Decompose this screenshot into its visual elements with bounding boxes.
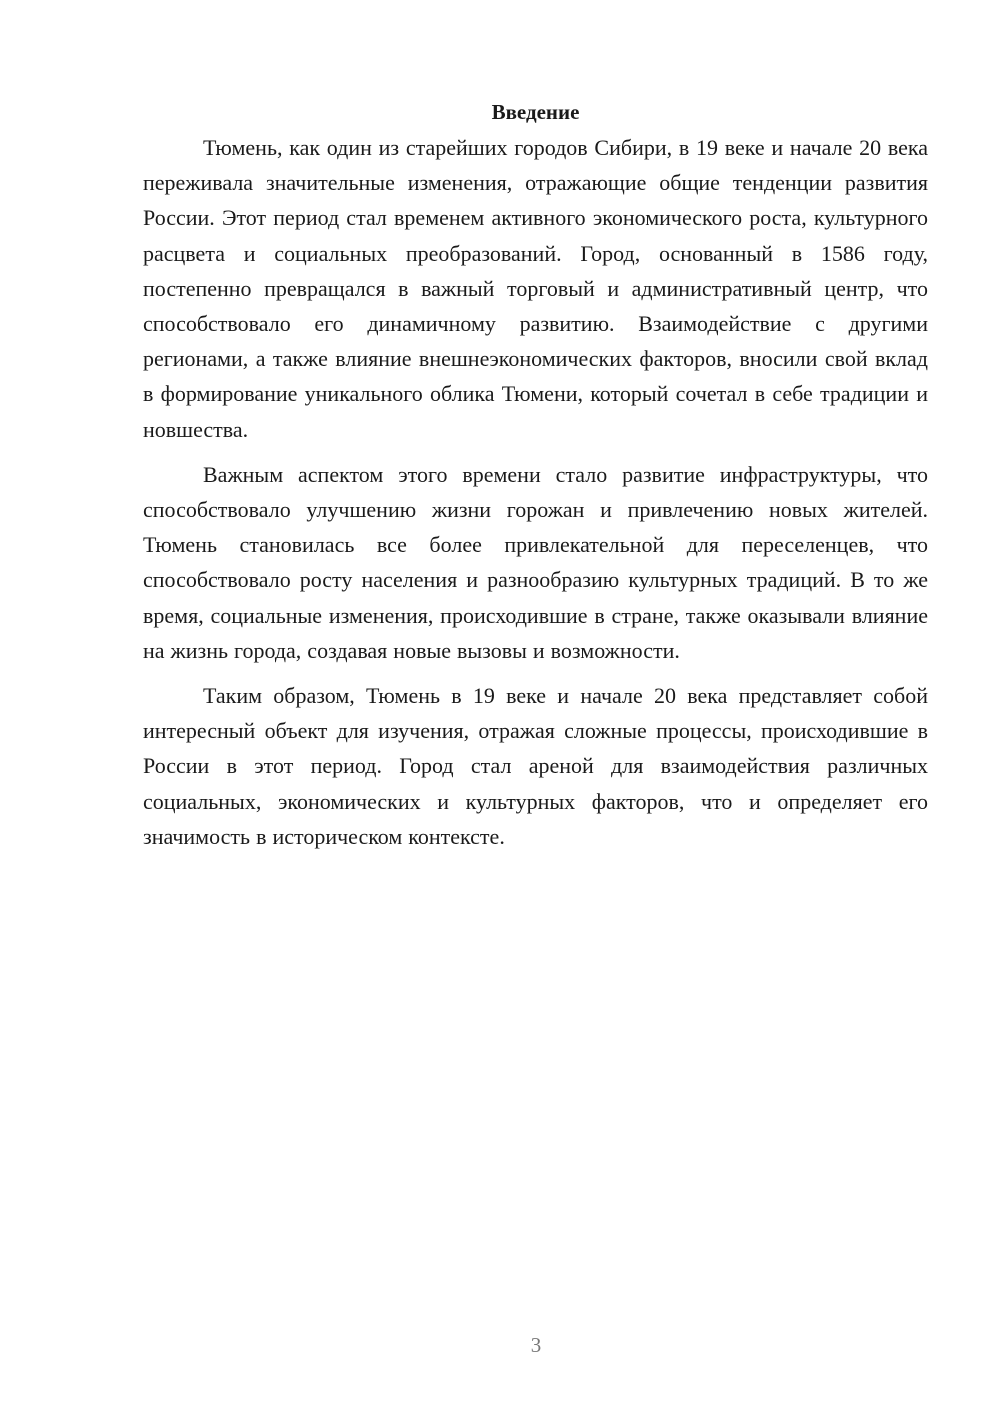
- paragraph-3: Таким образом, Тюмень в 19 веке и начале 20 века представляет собой интересный объект для изучения, отражая сложные процессы, происходившие в России в этот период. Город стал ареной для взаимодействия различных социальных, экономических и культурных факторов, что и определяет его значимость в историческом контексте.: [143, 683, 928, 849]
- paragraph-1: Тюмень, как один из старейших городов Сибири, в 19 веке и начале 20 века переживала значительные изменения, отражающие общие тенденции развития России. Этот период стал временем активного экономического роста, культурного расцвета и социальных преобразований. Город, основанный в 1586 году, постепенно превращался в важный торговый и административный центр, что способствовало его динамичному развитию. Взаимодействие с другими регионами, а также влияние внешнеэкономических факторов, вносили свой вклад в формирование уникального облика Тюмени, который сочетал в себе традиции и новшества.: [143, 135, 928, 442]
- paragraph-2: Важным аспектом этого времени стало развитие инфраструктуры, что способствовало улучшению жизни горожан и привлечению новых жителей. Тюмень становилась все более привлекательной для переселенцев, что способствовало росту населения и разнообразию культурных традиций. В то же время, социальные изменения, происходившие в стране, также оказывали влияние на жизнь города, создавая новые вызовы и возможности.: [143, 461, 928, 663]
- page-number: 3: [530, 1333, 542, 1357]
- page-content: [143, 95, 928, 854]
- section-title: Введение: [491, 100, 580, 124]
